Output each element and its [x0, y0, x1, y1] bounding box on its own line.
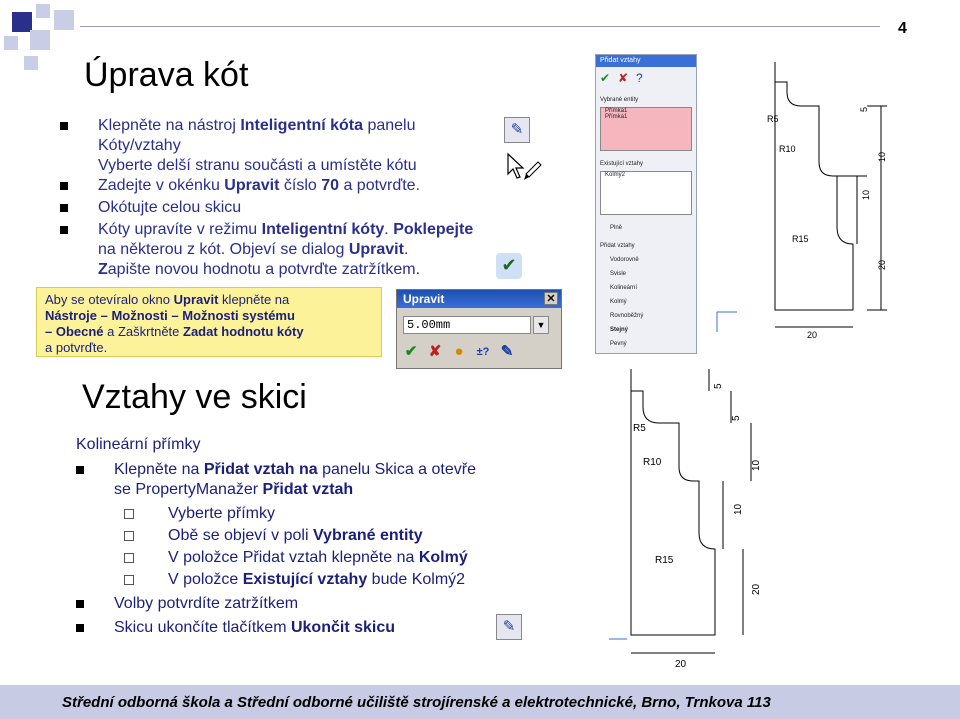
dim-r15: R15 — [792, 234, 809, 244]
page-number: 4 — [898, 20, 907, 37]
sub-marker — [124, 531, 134, 541]
collinear-heading: Kolineární přímky — [76, 436, 201, 453]
relation-equal[interactable]: Stejný — [610, 327, 629, 333]
pm-ok-icon[interactable]: ✔ — [600, 71, 611, 85]
relation-parallel[interactable]: Rovnoběžný — [610, 313, 644, 319]
bullet-add-relation — [76, 460, 576, 500]
dim2-10a: 10 — [751, 459, 762, 471]
sketch-drawing-1 — [697, 52, 903, 352]
bullet-text: Klepněte na nástroj Inteligentní kóta panelu Kóty/vztahy Vyberte delší stranu součásti a umístěte kótu — [98, 117, 417, 174]
dim-20b: 20 — [807, 330, 818, 340]
section1-title: Úprava kót — [84, 56, 249, 94]
relation-perpendicular[interactable]: Kolmý — [610, 299, 627, 305]
bullet-marker — [76, 466, 84, 474]
ok-check-icon[interactable]: ✔ — [404, 343, 418, 360]
dim-5: 5 — [859, 106, 869, 112]
bullet-text: Skicu ukončíte tlačítkem Ukončit skicu — [114, 619, 395, 636]
dim-r10: R10 — [779, 144, 796, 154]
dim2-10b: 10 — [733, 503, 744, 515]
rebuild-icon[interactable]: ● — [454, 343, 464, 360]
relation-vertical[interactable]: Svisle — [610, 271, 627, 277]
decor-square — [12, 12, 32, 32]
dialog-toolbar — [401, 342, 517, 362]
relation-fixed[interactable]: Pevný — [610, 341, 627, 347]
bullet-1 — [60, 116, 500, 176]
sub-item-2 — [124, 526, 423, 546]
modify-dialog — [396, 289, 562, 369]
pointer-cursor-icon — [506, 152, 546, 192]
sub-text: V položce Existující vztahy bude Kolmý2 — [168, 571, 466, 588]
bullet-marker — [60, 226, 68, 234]
decor-square — [24, 56, 38, 70]
bullet-2 — [60, 176, 500, 196]
smart-dimension-icon[interactable]: ✎ — [504, 117, 530, 143]
bullet-exit-sketch — [76, 618, 496, 638]
sub-marker — [124, 509, 134, 519]
bullet-text: Klepněte na Přidat vztah na panelu Skica a otevře se PropertyManažer Přidat vztah — [114, 461, 476, 498]
dim2-20a: 20 — [751, 583, 762, 595]
dim-10a: 10 — [877, 151, 887, 162]
sub-marker — [124, 575, 134, 585]
decor-square — [4, 36, 18, 50]
bullet-marker — [60, 122, 68, 130]
pm-help-icon[interactable]: ? — [636, 71, 643, 85]
sub-item-4 — [124, 570, 465, 590]
relation-collinear[interactable]: Kolineární — [610, 285, 638, 291]
property-manager-panel — [595, 54, 697, 354]
sketch-svg-1 — [697, 52, 903, 352]
sub-text: V položce Přidat vztah klepněte na Kolmý — [168, 549, 468, 566]
dim-r5: R5 — [767, 114, 779, 124]
pm-existing-label: Existující vztahy — [600, 161, 644, 167]
pm-add-label: Přidat vztahy — [600, 243, 635, 249]
sub-item-3 — [124, 548, 468, 568]
tip-note: Aby se otevíralo okno Upravit klepněte na Nástroje – Možnosti – Možnosti systému – Obecné a Zaškrtněte Zadat hodnotu kóty a potvrďte. — [36, 287, 382, 357]
decor-square — [36, 4, 50, 18]
selected-item[interactable]: Přímka1 — [605, 108, 628, 114]
bullet-4 — [60, 220, 520, 280]
bullet-marker — [60, 204, 68, 212]
bullet-text: Kóty upravíte v režimu Inteligentní kóty. Poklepejte na některou z kót. Objeví se dialog Upravit. Zapište novou hodnotu a potvrďte zatržítkem. — [98, 221, 474, 278]
dim2-r5: R5 — [633, 423, 646, 434]
pointer-cursor-svg — [506, 152, 546, 192]
dim-10b: 10 — [861, 189, 871, 200]
close-button[interactable]: ✕ — [544, 292, 558, 305]
pm-cancel-icon[interactable]: ✘ — [618, 71, 629, 85]
footer-text: Střední odborná škola a Střední odborné učiliště strojírenské a elektrotechnické, Brno, Trnkova 113 — [62, 694, 771, 711]
bullet-confirm — [76, 594, 476, 614]
footer-bar — [0, 685, 960, 719]
dialog-title: Upravit ✕ — [397, 290, 561, 308]
bullet-marker — [60, 182, 68, 190]
reset-spin-icon[interactable]: ±? — [476, 346, 490, 358]
dim2-r15: R15 — [655, 555, 674, 566]
selected-entities-list[interactable] — [600, 107, 692, 151]
decor-square — [30, 30, 50, 50]
mark-dimension-icon[interactable]: ✎ — [500, 343, 514, 360]
decor-square — [54, 10, 74, 30]
existing-item[interactable]: Kolmý2 — [605, 172, 626, 178]
cancel-x-icon[interactable]: ✘ — [428, 343, 442, 360]
sketch-drawing-2 — [603, 357, 773, 671]
relation-horizontal[interactable]: Vodorovně — [610, 257, 639, 263]
bullet-3 — [60, 198, 500, 218]
chevron-down-icon[interactable]: ▼ — [533, 316, 549, 334]
pm-title: Přidat vztahy — [596, 55, 696, 67]
confirm-check-icon[interactable]: ✔ — [496, 253, 522, 279]
selected-item[interactable]: Přímka1 — [605, 114, 628, 120]
sub-item-1 — [124, 504, 275, 524]
dim-20a: 20 — [877, 259, 887, 270]
bullet-text: Volby potvrdíte zatržítkem — [114, 595, 299, 612]
exit-sketch-icon[interactable]: ✎ — [496, 614, 522, 640]
section2-title: Vztahy ve skici — [82, 378, 307, 416]
bullet-text: Okótujte celou skicu — [98, 199, 242, 216]
sub-marker — [124, 553, 134, 563]
sub-text: Obě se objeví v poli Vybrané entity — [168, 527, 423, 544]
bullet-text: Zadejte v okénku Upravit číslo 70 a potvrďte. — [98, 177, 420, 194]
dim2-5a: 5 — [713, 383, 724, 389]
existing-relations-list[interactable] — [600, 171, 692, 215]
dimension-value-input[interactable]: 5.00mm — [403, 316, 531, 334]
dim2-r10: R10 — [643, 457, 662, 468]
pm-status: Plně — [610, 225, 623, 231]
header-rule — [80, 26, 880, 27]
dim2-5b: 5 — [731, 415, 742, 421]
dim2-20b: 20 — [675, 659, 687, 670]
sketch-svg-2 — [603, 357, 773, 671]
pm-selected-label: Vybrané entity — [600, 97, 639, 103]
bullet-marker — [76, 624, 84, 632]
sub-text: Vyberte přímky — [168, 505, 275, 522]
bullet-marker — [76, 600, 84, 608]
